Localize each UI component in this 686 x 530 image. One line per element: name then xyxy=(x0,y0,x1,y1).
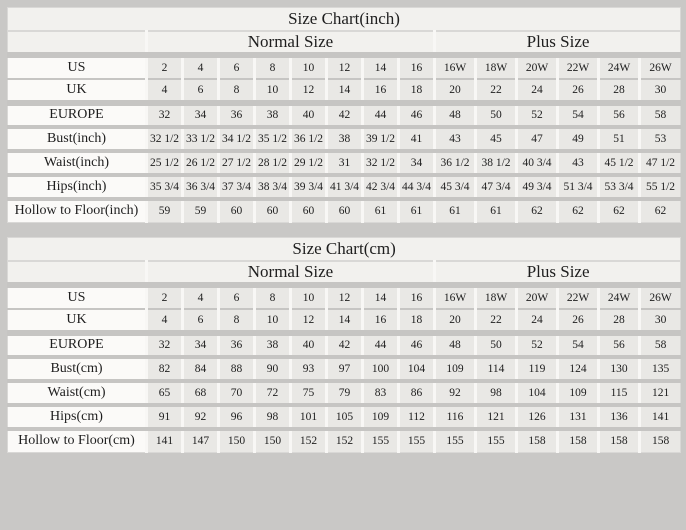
table-cell: 47 3/4 xyxy=(476,175,517,199)
table-cell: 48 xyxy=(435,103,476,127)
table-cell: 62 xyxy=(599,199,640,223)
table-cell: 70 xyxy=(219,381,255,405)
table-cell: 42 xyxy=(327,333,363,357)
table-cell: 45 xyxy=(476,127,517,151)
table-cell: 34 xyxy=(399,151,435,175)
table-cell: 54 xyxy=(558,103,599,127)
table-row xyxy=(8,405,681,429)
table-cell: 14 xyxy=(363,285,399,309)
table-cell: 22 xyxy=(476,309,517,333)
table-cell: 28 1/2 xyxy=(255,151,291,175)
table-cell: 62 xyxy=(558,199,599,223)
table-cell: 58 xyxy=(640,333,681,357)
table-cell: 68 xyxy=(183,381,219,405)
table-cell: 8 xyxy=(219,309,255,333)
table-cell: 26 xyxy=(558,79,599,103)
table-cell: 59 xyxy=(183,199,219,223)
table-cell: 92 xyxy=(183,405,219,429)
table-cell: 105 xyxy=(327,405,363,429)
table-row xyxy=(8,127,681,151)
table-cell: 16 xyxy=(399,55,435,79)
size-chart-cm-table xyxy=(7,237,681,453)
table-cell: 61 xyxy=(435,199,476,223)
group-header-row xyxy=(8,31,681,55)
table-cell: 56 xyxy=(599,333,640,357)
table-cell: 42 xyxy=(327,103,363,127)
row-label: US xyxy=(8,55,147,79)
table-cell: 24 xyxy=(517,79,558,103)
group-header: Plus Size xyxy=(435,261,681,285)
table-cell: 82 xyxy=(147,357,183,381)
table-cell: 4 xyxy=(183,55,219,79)
table-cell: 52 xyxy=(517,103,558,127)
table-cell: 56 xyxy=(599,103,640,127)
table-cell: 37 3/4 xyxy=(219,175,255,199)
table-cell: 38 xyxy=(327,127,363,151)
table-cell: 158 xyxy=(558,429,599,453)
table-cell: 152 xyxy=(327,429,363,453)
table-cell: 104 xyxy=(399,357,435,381)
table-cell: 58 xyxy=(640,103,681,127)
table-cell: 60 xyxy=(219,199,255,223)
table-cell: 34 xyxy=(183,103,219,127)
table-cell: 109 xyxy=(558,381,599,405)
table-cell: 101 xyxy=(291,405,327,429)
table-row xyxy=(8,381,681,405)
table-cell: 18 xyxy=(399,79,435,103)
table-cell: 32 1/2 xyxy=(147,127,183,151)
table-cell: 116 xyxy=(435,405,476,429)
table-cell: 90 xyxy=(255,357,291,381)
table-cell: 6 xyxy=(219,55,255,79)
table-cell: 32 xyxy=(147,333,183,357)
table-cell: 12 xyxy=(291,309,327,333)
table-cell: 124 xyxy=(558,357,599,381)
table-cell: 136 xyxy=(599,405,640,429)
table-cell: 52 xyxy=(517,333,558,357)
table-cell: 18 xyxy=(399,309,435,333)
row-label: Hollow to Floor(cm) xyxy=(8,429,147,453)
row-label: UK xyxy=(8,79,147,103)
table-cell: 38 3/4 xyxy=(255,175,291,199)
table-title: Size Chart(inch) xyxy=(8,8,681,31)
table-row xyxy=(8,309,681,333)
table-cell: 26W xyxy=(640,285,681,309)
table-cell: 2 xyxy=(147,55,183,79)
table-cell: 10 xyxy=(291,285,327,309)
table-cell: 36 1/2 xyxy=(291,127,327,151)
table-cell: 2 xyxy=(147,285,183,309)
table-cell: 100 xyxy=(363,357,399,381)
table-cell: 141 xyxy=(640,405,681,429)
table-cell: 16W xyxy=(435,55,476,79)
table-cell: 35 3/4 xyxy=(147,175,183,199)
table-cell: 30 xyxy=(640,79,681,103)
table-row xyxy=(8,79,681,103)
table-cell: 36 xyxy=(219,333,255,357)
table-cell: 150 xyxy=(255,429,291,453)
table-cell: 130 xyxy=(599,357,640,381)
row-label: Bust(inch) xyxy=(8,127,147,151)
row-label: EUROPE xyxy=(8,333,147,357)
table-cell: 44 3/4 xyxy=(399,175,435,199)
table-row xyxy=(8,175,681,199)
table-cell: 46 xyxy=(399,103,435,127)
table-cell: 112 xyxy=(399,405,435,429)
table-cell: 62 xyxy=(517,199,558,223)
table-cell: 121 xyxy=(640,381,681,405)
table-row xyxy=(8,55,681,79)
table-cell: 54 xyxy=(558,333,599,357)
table-cell: 32 1/2 xyxy=(363,151,399,175)
table-cell: 36 3/4 xyxy=(183,175,219,199)
table-cell: 10 xyxy=(255,309,291,333)
table-cell: 27 1/2 xyxy=(219,151,255,175)
empty-corner-cell xyxy=(8,31,147,55)
table-cell: 147 xyxy=(183,429,219,453)
table-cell: 114 xyxy=(476,357,517,381)
table-cell: 20 xyxy=(435,79,476,103)
table-cell: 20W xyxy=(517,285,558,309)
table-cell: 26 xyxy=(558,309,599,333)
table-cell: 155 xyxy=(399,429,435,453)
table-cell: 22 xyxy=(476,79,517,103)
table-cell: 44 xyxy=(363,333,399,357)
table-cell: 88 xyxy=(219,357,255,381)
table-cell: 150 xyxy=(219,429,255,453)
row-label: Bust(cm) xyxy=(8,357,147,381)
table-cell: 16 xyxy=(363,309,399,333)
table-cell: 93 xyxy=(291,357,327,381)
table-cell: 4 xyxy=(183,285,219,309)
table-cell: 8 xyxy=(255,55,291,79)
table-cell: 41 xyxy=(399,127,435,151)
table-cell: 83 xyxy=(363,381,399,405)
table-cell: 60 xyxy=(291,199,327,223)
table-cell: 36 xyxy=(219,103,255,127)
table-cell: 40 xyxy=(291,103,327,127)
table-cell: 109 xyxy=(363,405,399,429)
table-cell: 98 xyxy=(255,405,291,429)
table-cell: 34 xyxy=(183,333,219,357)
table-cell: 28 xyxy=(599,79,640,103)
table-cell: 31 xyxy=(327,151,363,175)
table-cell: 6 xyxy=(219,285,255,309)
table-cell: 32 xyxy=(147,103,183,127)
group-header: Normal Size xyxy=(147,31,435,55)
table-row xyxy=(8,103,681,127)
row-label: Hollow to Floor(inch) xyxy=(8,199,147,223)
table-cell: 26 1/2 xyxy=(183,151,219,175)
table-cell: 18W xyxy=(476,55,517,79)
table-cell: 60 xyxy=(327,199,363,223)
table-cell: 20W xyxy=(517,55,558,79)
table-row xyxy=(8,151,681,175)
table-cell: 98 xyxy=(476,381,517,405)
table-cell: 38 1/2 xyxy=(476,151,517,175)
table-cell: 65 xyxy=(147,381,183,405)
table-cell: 55 1/2 xyxy=(640,175,681,199)
table-cell: 40 3/4 xyxy=(517,151,558,175)
table-cell: 47 xyxy=(517,127,558,151)
table-cell: 47 1/2 xyxy=(640,151,681,175)
table-cell: 53 3/4 xyxy=(599,175,640,199)
table-cell: 6 xyxy=(183,79,219,103)
table-cell: 155 xyxy=(476,429,517,453)
table-cell: 44 xyxy=(363,103,399,127)
table-cell: 75 xyxy=(291,381,327,405)
table-cell: 16 xyxy=(399,285,435,309)
table-cell: 40 xyxy=(291,333,327,357)
table-cell: 10 xyxy=(255,79,291,103)
table-cell: 50 xyxy=(476,333,517,357)
table-cell: 4 xyxy=(147,309,183,333)
row-label: Hips(cm) xyxy=(8,405,147,429)
table-cell: 33 1/2 xyxy=(183,127,219,151)
table-cell: 121 xyxy=(476,405,517,429)
table-cell: 59 xyxy=(147,199,183,223)
table-cell: 61 xyxy=(399,199,435,223)
table-cell: 45 3/4 xyxy=(435,175,476,199)
table-cell: 72 xyxy=(255,381,291,405)
table-cell: 109 xyxy=(435,357,476,381)
group-header-row xyxy=(8,261,681,285)
table-cell: 97 xyxy=(327,357,363,381)
table-cell: 20 xyxy=(435,309,476,333)
table-title-row xyxy=(8,8,681,31)
row-label: UK xyxy=(8,309,147,333)
table-cell: 38 xyxy=(255,103,291,127)
table-cell: 12 xyxy=(327,55,363,79)
row-label: EUROPE xyxy=(8,103,147,127)
table-cell: 158 xyxy=(640,429,681,453)
table-cell: 61 xyxy=(476,199,517,223)
table-cell: 6 xyxy=(183,309,219,333)
table-cell: 51 3/4 xyxy=(558,175,599,199)
table-row xyxy=(8,199,681,223)
table-cell: 8 xyxy=(219,79,255,103)
table-cell: 46 xyxy=(399,333,435,357)
table-cell: 16W xyxy=(435,285,476,309)
table-cell: 115 xyxy=(599,381,640,405)
table-cell: 12 xyxy=(327,285,363,309)
table-cell: 91 xyxy=(147,405,183,429)
row-label: Waist(inch) xyxy=(8,151,147,175)
table-cell: 12 xyxy=(291,79,327,103)
table-row xyxy=(8,357,681,381)
table-cell: 92 xyxy=(435,381,476,405)
table-cell: 86 xyxy=(399,381,435,405)
table-cell: 62 xyxy=(640,199,681,223)
table-cell: 14 xyxy=(363,55,399,79)
size-chart-inch-table xyxy=(7,7,681,223)
row-label: US xyxy=(8,285,147,309)
table-cell: 141 xyxy=(147,429,183,453)
group-header: Normal Size xyxy=(147,261,435,285)
table-cell: 43 xyxy=(558,151,599,175)
table-title-row xyxy=(8,238,681,261)
table-cell: 84 xyxy=(183,357,219,381)
table-row xyxy=(8,285,681,309)
table-cell: 8 xyxy=(255,285,291,309)
table-cell: 60 xyxy=(255,199,291,223)
table-cell: 158 xyxy=(599,429,640,453)
table-cell: 158 xyxy=(517,429,558,453)
table-cell: 34 1/2 xyxy=(219,127,255,151)
table-cell: 39 1/2 xyxy=(363,127,399,151)
table-title: Size Chart(cm) xyxy=(8,238,681,261)
table-cell: 16 xyxy=(363,79,399,103)
table-cell: 152 xyxy=(291,429,327,453)
table-cell: 49 3/4 xyxy=(517,175,558,199)
table-cell: 61 xyxy=(363,199,399,223)
table-cell: 119 xyxy=(517,357,558,381)
table-cell: 50 xyxy=(476,103,517,127)
row-label: Hips(inch) xyxy=(8,175,147,199)
table-cell: 48 xyxy=(435,333,476,357)
table-cell: 79 xyxy=(327,381,363,405)
table-cell: 135 xyxy=(640,357,681,381)
table-cell: 4 xyxy=(147,79,183,103)
table-cell: 26W xyxy=(640,55,681,79)
table-cell: 49 xyxy=(558,127,599,151)
table-cell: 29 1/2 xyxy=(291,151,327,175)
table-cell: 25 1/2 xyxy=(147,151,183,175)
table-cell: 104 xyxy=(517,381,558,405)
table-cell: 14 xyxy=(327,79,363,103)
table-cell: 38 xyxy=(255,333,291,357)
group-header: Plus Size xyxy=(435,31,681,55)
table-cell: 14 xyxy=(327,309,363,333)
table-row xyxy=(8,333,681,357)
table-cell: 131 xyxy=(558,405,599,429)
table-cell: 28 xyxy=(599,309,640,333)
table-row xyxy=(8,429,681,453)
table-cell: 45 1/2 xyxy=(599,151,640,175)
table-cell: 39 3/4 xyxy=(291,175,327,199)
table-cell: 24 xyxy=(517,309,558,333)
table-cell: 35 1/2 xyxy=(255,127,291,151)
empty-corner-cell xyxy=(8,261,147,285)
table-cell: 24W xyxy=(599,285,640,309)
table-cell: 22W xyxy=(558,55,599,79)
table-cell: 24W xyxy=(599,55,640,79)
table-cell: 51 xyxy=(599,127,640,151)
table-cell: 22W xyxy=(558,285,599,309)
table-cell: 43 xyxy=(435,127,476,151)
table-cell: 18W xyxy=(476,285,517,309)
table-cell: 53 xyxy=(640,127,681,151)
table-cell: 10 xyxy=(291,55,327,79)
table-cell: 30 xyxy=(640,309,681,333)
row-label: Waist(cm) xyxy=(8,381,147,405)
table-cell: 96 xyxy=(219,405,255,429)
table-cell: 155 xyxy=(435,429,476,453)
table-cell: 41 3/4 xyxy=(327,175,363,199)
table-cell: 155 xyxy=(363,429,399,453)
table-cell: 36 1/2 xyxy=(435,151,476,175)
table-cell: 126 xyxy=(517,405,558,429)
table-cell: 42 3/4 xyxy=(363,175,399,199)
